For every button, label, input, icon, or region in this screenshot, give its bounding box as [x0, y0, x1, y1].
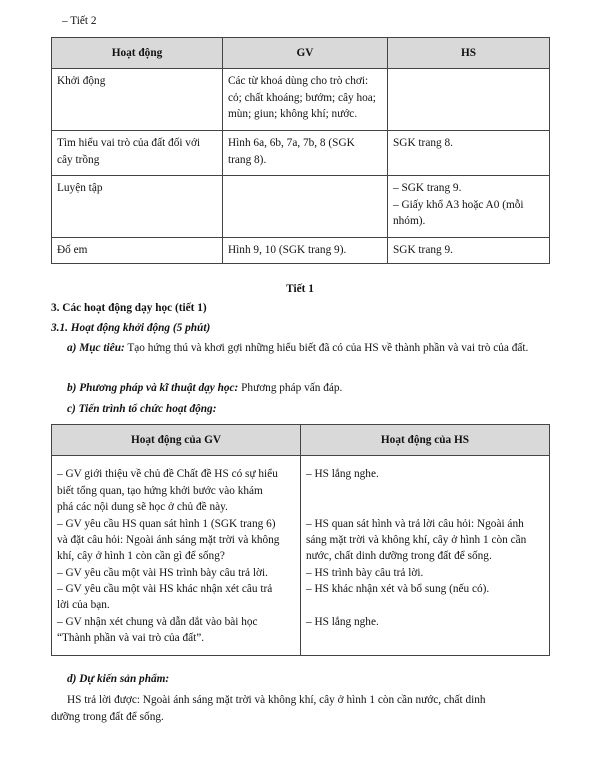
materials-table: [51, 37, 550, 264]
objective-paragraph: a) Mục tiêu: Tạo hứng thú và khơi gợi những hiểu biết đã có của HS về thành phần và vai trò của đất.: [67, 342, 529, 354]
lesson-title: Tiết 1: [286, 283, 314, 295]
hs-cell: SGK trang 8.: [388, 131, 550, 176]
section-heading: 3. Các hoạt động dạy học (tiết 1): [51, 302, 207, 314]
gv-cell: Hình 6a, 6b, 7a, 7b, 8 (SGK trang 8).: [223, 131, 388, 176]
table-row: [52, 131, 550, 176]
hs-cell: [388, 69, 550, 131]
product-line-1: HS trả lời được: Ngoài ánh sáng mặt trời và không khí, cây ở hình 1 còn cần nước, chất dinh: [67, 694, 486, 706]
activity-cell: Luyện tập: [52, 176, 223, 238]
table-row: [52, 238, 550, 264]
header-cell: Hoạt động của GV: [52, 425, 301, 456]
activity-cell: Khởi động: [52, 69, 223, 131]
header-cell: HS: [388, 38, 550, 69]
product-line-2: dưỡng trong đất để sống.: [51, 711, 164, 723]
header-cell: Hoạt động: [52, 38, 223, 69]
gv-activity-cell: – GV giới thiệu về chủ đề Chất đề HS có sự hiểu biết tổng quan, tạo hứng khởi bước vào khám phá các nội dung sẽ học ở chủ đề này. – GV yêu cầu HS quan sát hình 1 (SGK trang 6) và đặt câu hỏi: Ngoài ánh sáng mặt trời và không khí, cây ở hình 1 còn cần gì để sống? – GV yêu cầu một vài HS trình bày câu trả lời. – GV yêu cầu một vài HS khác nhận xét câu trả lời của bạn. – GV nhận xét chung và dẫn dắt vào bài học “Thành phần và vai trò của đất”.: [52, 456, 301, 655]
method-paragraph: b) Phương pháp và kĩ thuật dạy học: Phương pháp vấn đáp.: [67, 382, 343, 394]
subsection-heading: 3.1. Hoạt động khởi động (5 phút): [51, 322, 211, 334]
table-row: [52, 176, 550, 238]
header-cell: Hoạt động của HS: [301, 425, 550, 456]
intro-line: – Tiết 2: [62, 15, 97, 27]
header-cell: GV: [223, 38, 388, 69]
table-row: [52, 456, 550, 655]
activity-table: [51, 424, 550, 656]
activity-table-header: [52, 425, 550, 456]
activity-cell: Tìm hiểu vai trò của đất đối với cây trồng: [52, 131, 223, 176]
product-heading: d) Dự kiến sản phẩm:: [67, 673, 170, 685]
gv-cell: Hình 9, 10 (SGK trang 9).: [223, 238, 388, 264]
activity-cell: Đố em: [52, 238, 223, 264]
hs-cell: – SGK trang 9. – Giấy khổ A3 hoặc A0 (mỗi nhóm).: [388, 176, 550, 238]
materials-table-header: [52, 38, 550, 69]
hs-activity-cell: – HS lắng nghe. – HS quan sát hình và trả lời câu hỏi: Ngoài ánh sáng mặt trời và không khí, cây ở hình 1 còn cần nước, chất dinh dưỡng trong đất để sống. – HS trình bày câu trả lời. – HS khác nhận xét và bổ sung (nếu có). – HS lắng nghe.: [301, 456, 550, 655]
table-row: [52, 69, 550, 131]
process-heading: c) Tiến trình tổ chức hoạt động:: [67, 403, 217, 415]
gv-cell: Các từ khoá dùng cho trò chơi: cỏ; chất khoáng; bướm; cây hoa; mùn; giun; không khí; nước.: [223, 69, 388, 131]
gv-cell: [223, 176, 388, 238]
hs-cell: SGK trang 9.: [388, 238, 550, 264]
